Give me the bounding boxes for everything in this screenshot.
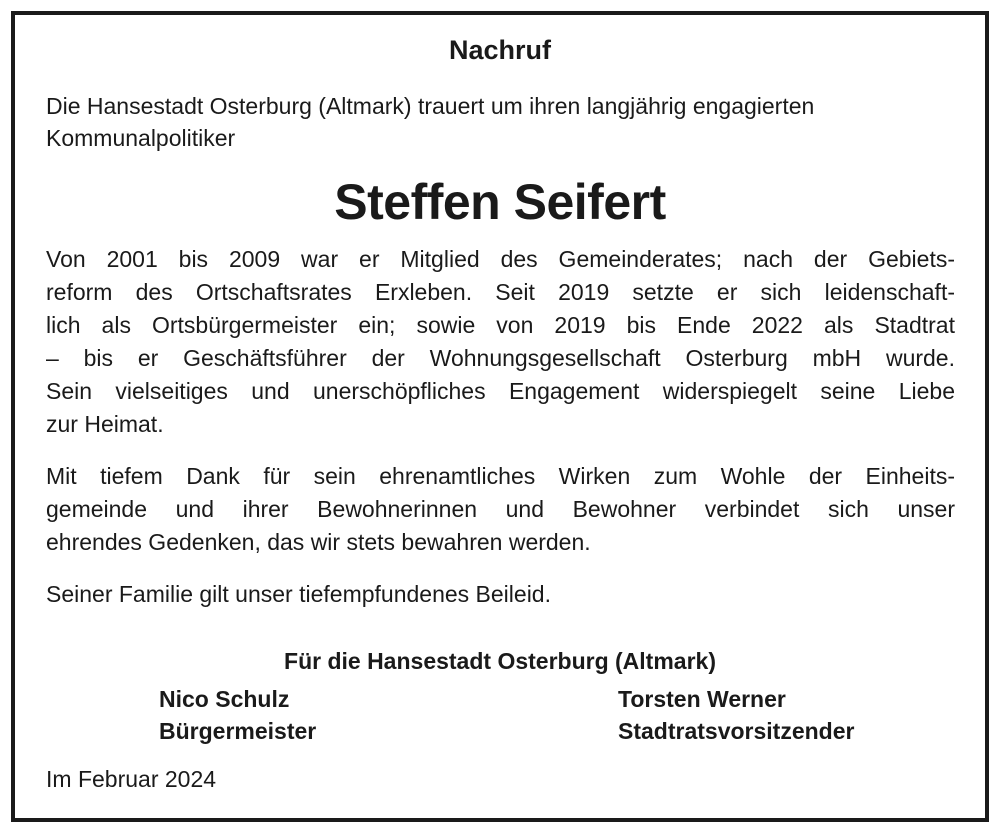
gratitude-line-2: gemeinde und ihrer Bewohnerinnen und Bewohner verbindet sich unser [46,496,955,522]
deceased-name: Steffen Seifert [334,174,666,230]
signatory-name: Nico Schulz [159,686,290,712]
signatory-title: Stadtratsvorsitzender [618,718,855,744]
signatory-title: Bürgermeister [159,718,317,744]
biography-line-4: – bis er Geschäftsführer der Wohnungsgesellschaft Osterburg mbH wurde. [46,345,955,371]
obituary-notice [11,11,989,822]
intro-line-1: Die Hansestadt Osterburg (Altmark) trauert um ihren langjährig engagierten [46,93,815,119]
gratitude-line-1: Mit tiefem Dank für sein ehrenamtliches Wirken zum Wohle der Einheits- [46,463,955,489]
biography-line-1: Von 2001 bis 2009 war er Mitglied des Gemeinderates; nach der Gebiets- [46,246,955,272]
notice-date: Im Februar 2024 [46,766,217,792]
intro-line-2: Kommunalpolitiker [46,125,236,151]
on-behalf-line: Für die Hansestadt Osterburg (Altmark) [284,648,716,674]
biography-line-5: Sein vielseitiges und unerschöpfliches Engagement widerspiegelt seine Liebe [46,378,955,404]
biography-line-2: reform des Ortschaftsrates Erxleben. Seit 2019 setzte er sich leidenschaft- [46,279,955,305]
gratitude-line-3: ehrendes Gedenken, das wir stets bewahren werden. [46,529,591,555]
biography-line-6: zur Heimat. [46,411,164,437]
notice-heading: Nachruf [448,35,551,65]
biography-line-3: lich als Ortsbürgermeister ein; sowie von 2019 bis Ende 2022 als Stadtrat [46,312,955,338]
signatory-name: Torsten Werner [618,686,786,712]
condolence-text: Seiner Familie gilt unser tiefempfundenes Beileid. [46,581,551,607]
